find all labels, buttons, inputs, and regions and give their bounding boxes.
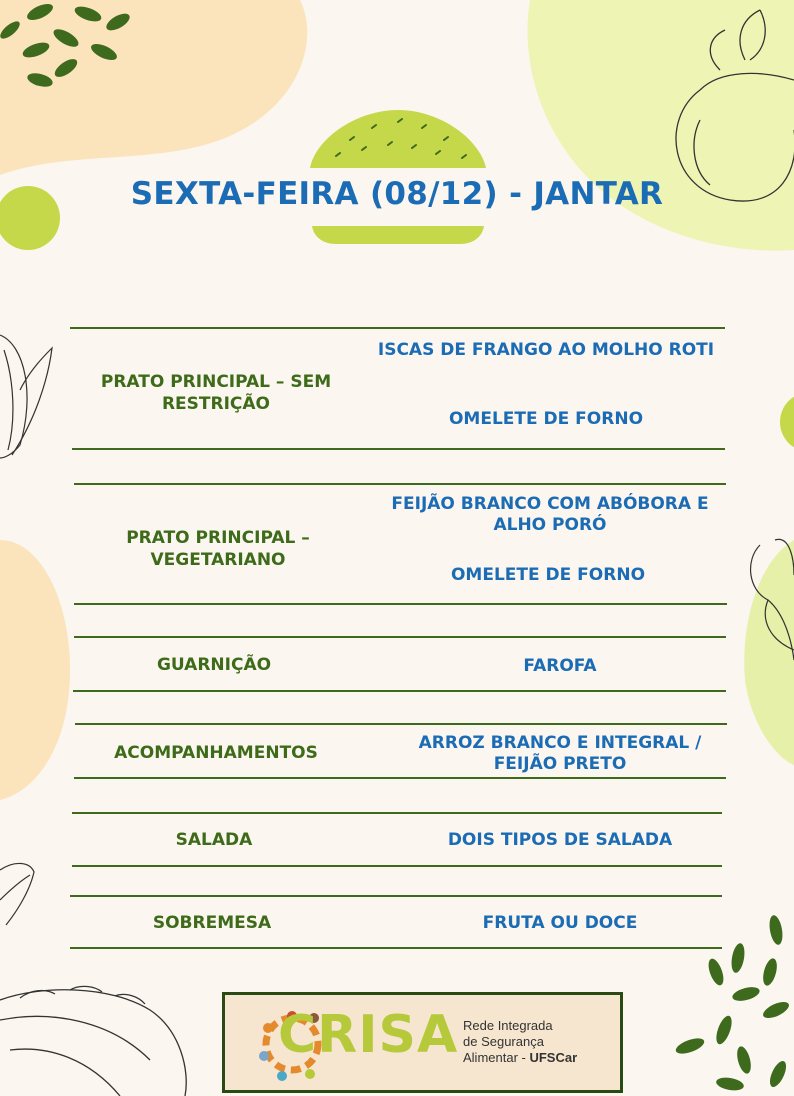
menu-label: ACOMPANHAMENTOS [114, 743, 318, 763]
lime-blob-top-right [528, 0, 794, 251]
logo-subtitle-line [463, 1050, 577, 1066]
taco-illustration [0, 986, 186, 1096]
menu-value: FEIJÃO BRANCO COM ABÓBORA E ALHO PORÓ [391, 494, 709, 535]
row-divider [72, 865, 722, 867]
menu-label: PRATO PRINCIPAL – VEGETARIANO [126, 528, 310, 570]
menu-value: DOIS TIPOS DE SALADA [447, 830, 673, 850]
row-divider [74, 636, 726, 638]
crisa-logo-subtitle [463, 1018, 577, 1066]
leaf-left-illustration [0, 335, 52, 458]
row-divider [70, 895, 722, 897]
logo-subtitle-bold: UFSCar [529, 1050, 578, 1065]
menu-label: PRATO PRINCIPAL – SEM RESTRIÇÃO [100, 372, 332, 414]
row-divider [74, 777, 726, 779]
lime-circle-right [780, 392, 794, 452]
crisa-logo-text: CRISA [278, 1005, 459, 1065]
menu-value: ARROZ BRANCO E INTEGRAL / FEIJÃO PRETO [418, 733, 702, 774]
page-title: SEXTA-FEIRA (08/12) - JANTAR [130, 176, 664, 212]
logo-subtitle-line: Rede Integrada [463, 1018, 553, 1033]
row-divider [70, 327, 725, 329]
bun-bottom [312, 226, 484, 244]
lime-blob-right [744, 540, 794, 765]
menu-label: SOBREMESA [152, 913, 272, 933]
menu-value-secondary: OMELETE DE FORNO [450, 565, 646, 585]
row-divider [70, 947, 722, 949]
menu-label: SALADA [175, 830, 253, 850]
row-divider [72, 812, 722, 814]
menu-value: FRUTA OU DOCE [482, 913, 638, 933]
menu-value-secondary: OMELETE DE FORNO [448, 409, 644, 429]
row-divider [72, 448, 725, 450]
row-divider [73, 690, 726, 692]
row-divider [75, 723, 727, 725]
peach-blob-top-left [0, 0, 307, 175]
row-divider [74, 483, 726, 485]
peach-blob-left [0, 540, 70, 800]
logo-subtitle-line: de Segurança [463, 1034, 544, 1049]
leaf-small-illustration [0, 863, 34, 925]
menu-value: FAROFA [523, 656, 597, 676]
menu-value: ISCAS DE FRANGO AO MOLHO ROTI [377, 340, 715, 360]
menu-label: GUARNIÇÃO [156, 655, 272, 675]
bun-top [310, 110, 486, 168]
row-divider [74, 603, 727, 605]
logo-subtitle-text: Alimentar - [463, 1050, 530, 1065]
